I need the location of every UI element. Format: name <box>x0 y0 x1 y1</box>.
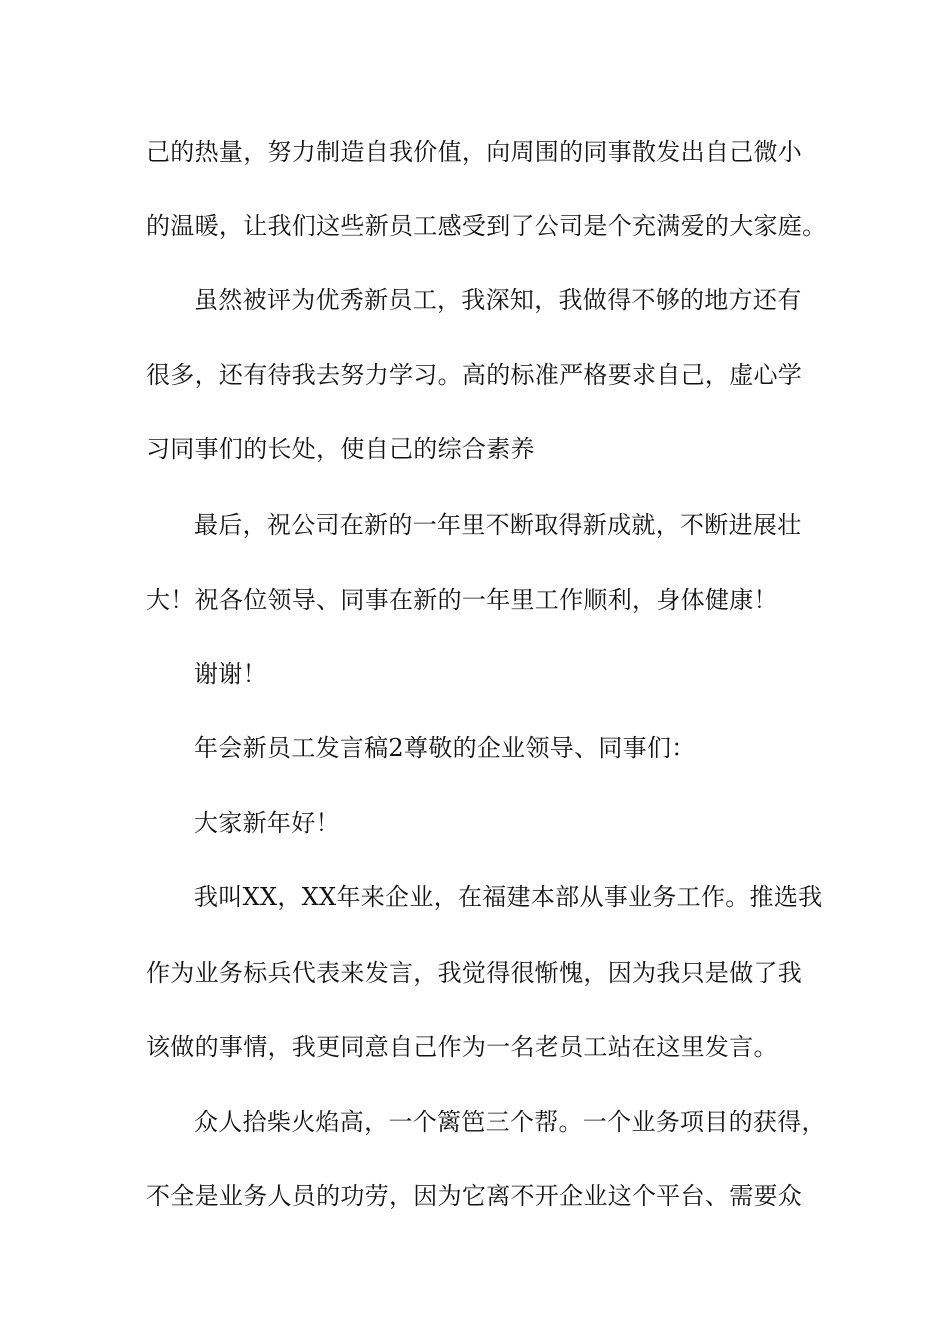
text-line: 该做的事情，我更同意自己作为一名老员工站在这里发言。 <box>146 1033 778 1061</box>
text-line: 年会新员工发言稿2尊敬的企业领导、同事们： <box>194 734 696 762</box>
text-line: 谢谢！ <box>194 660 267 688</box>
text-line: 我叫XX，XX年来企业，在福建本部从事业务工作。推选我 <box>194 883 823 911</box>
text-line: 作为业务标兵代表来发言，我觉得很惭愧，因为我只是做了我 <box>146 959 803 987</box>
text-line: 众人拾柴火焰高，一个篱笆三个帮。一个业务项目的获得， <box>194 1108 826 1136</box>
text-line: 的温暖，让我们这些新员工感受到了公司是个充满爱的大家庭。 <box>146 212 827 240</box>
text-line: 不全是业务人员的功劳，因为它离不开企业这个平台、需要众 <box>146 1182 803 1210</box>
text-line: 很多，还有待我去努力学习。高的标准严格要求自己，虚心学 <box>146 361 803 389</box>
text-line: 虽然被评为优秀新员工，我深知，我做得不够的地方还有 <box>194 286 802 314</box>
text-line: 大家新年好！ <box>194 809 340 837</box>
text-line: 最后，祝公司在新的一年里不断取得新成就，不断进展壮 <box>194 511 802 539</box>
text-line: 习同事们的长处，使自己的综合素养 <box>146 435 535 463</box>
text-line: 大！祝各位领导、同事在新的一年里工作顺利，身体健康！ <box>146 586 778 614</box>
text-line: 己的热量，努力制造自我价值，向周围的同事散发出自己微小 <box>146 138 803 166</box>
